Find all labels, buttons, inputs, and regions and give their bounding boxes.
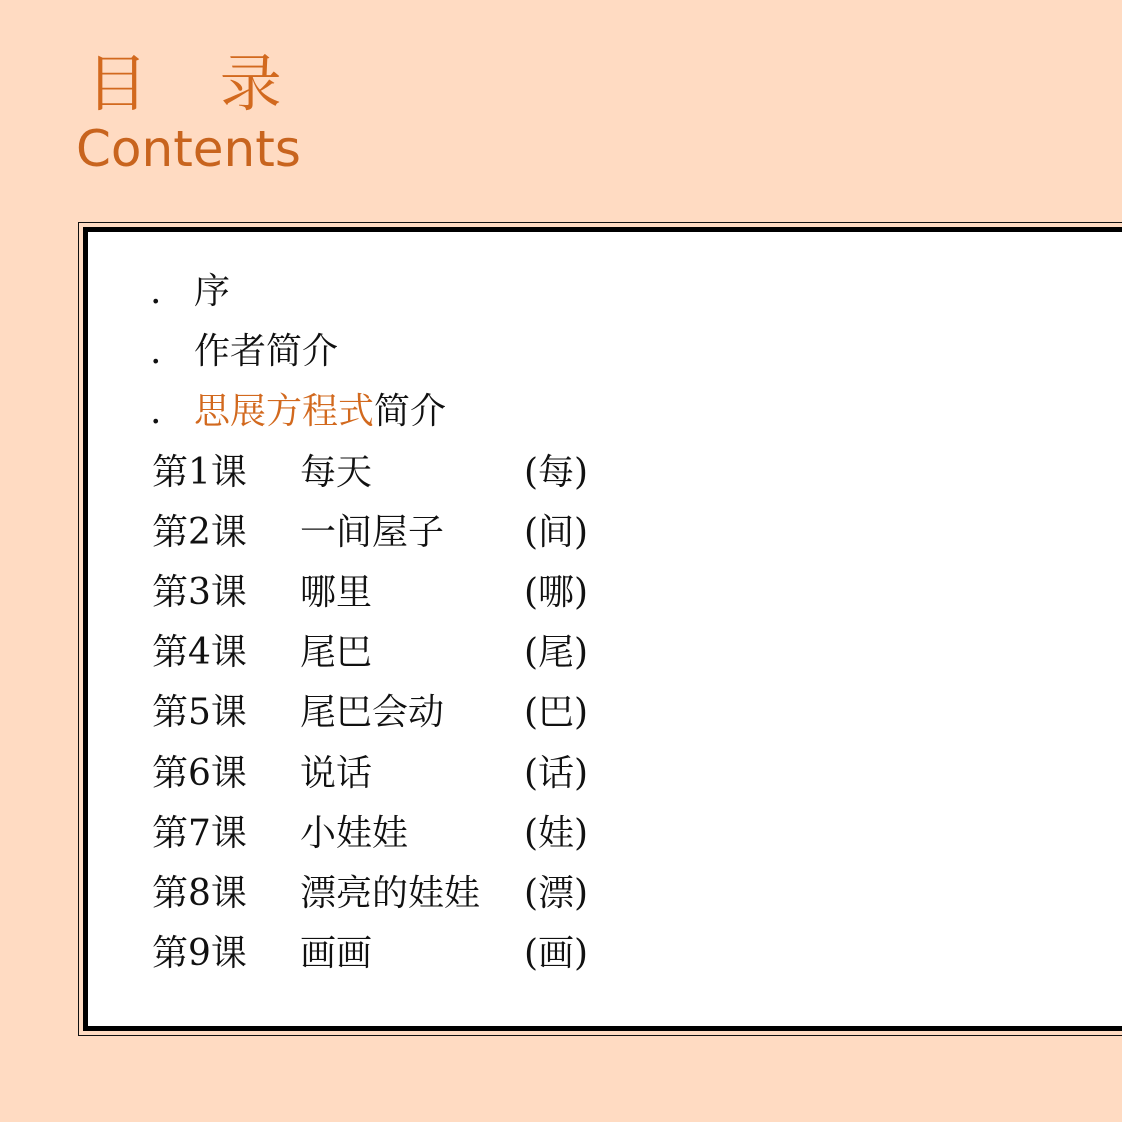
lesson-key-character: (娃) (524, 812, 589, 854)
lesson-key-character: (画) (524, 933, 589, 975)
lesson-row[interactable] (150, 744, 589, 804)
lesson-key-character: (间) (524, 511, 589, 553)
lesson-key-character: (话) (524, 752, 589, 794)
toc-item-label-highlight: 思展方程式 (194, 391, 375, 433)
lesson-title: 漂亮的娃娃 (300, 872, 481, 914)
lesson-row[interactable] (150, 804, 589, 864)
lesson-title: 说话 (300, 752, 373, 794)
page-title-english: Contents (76, 120, 301, 178)
toc-item-label: 简介 (374, 391, 447, 433)
lesson-title: 哪里 (300, 571, 373, 613)
lesson-key-character: (巴) (524, 692, 589, 734)
lesson-row[interactable] (150, 503, 589, 563)
lesson-title: 尾巴会动 (300, 692, 445, 734)
lesson-key-character: (漂) (524, 872, 589, 914)
lesson-key-character: (尾) (524, 632, 589, 674)
lesson-number: 第5课 (152, 692, 247, 734)
lesson-row[interactable] (150, 924, 589, 984)
toc-item-author-intro[interactable] (150, 322, 446, 382)
table-of-contents (150, 262, 589, 984)
lesson-title: 小娃娃 (300, 812, 409, 854)
toc-item-preface[interactable] (150, 262, 446, 322)
toc-item-label: 作者简介 (194, 331, 339, 373)
lesson-row[interactable] (150, 563, 589, 623)
bullet: . (150, 391, 162, 433)
lesson-number: 第9课 (152, 933, 247, 975)
lesson-number: 第1课 (152, 451, 247, 493)
toc-item-method-intro[interactable] (150, 382, 446, 442)
lesson-number: 第6课 (152, 752, 247, 794)
lesson-number: 第4课 (152, 632, 247, 674)
lesson-row[interactable] (150, 683, 589, 743)
lesson-number: 第3课 (152, 571, 247, 613)
lesson-number: 第2课 (152, 511, 247, 553)
lesson-number: 第7课 (152, 812, 247, 854)
lesson-title: 尾巴 (300, 632, 373, 674)
lesson-number: 第8课 (152, 872, 247, 914)
lesson-title: 画画 (300, 933, 373, 975)
lesson-title: 一间屋子 (300, 511, 445, 553)
lesson-row[interactable] (150, 864, 589, 924)
bullet: . (150, 271, 162, 312)
lesson-row[interactable] (150, 443, 589, 503)
bullet: . (150, 331, 162, 373)
lesson-key-character: (哪) (524, 571, 589, 613)
lesson-row[interactable] (150, 623, 589, 683)
page-title-chinese: 目 录 (86, 47, 308, 120)
lesson-title: 每天 (300, 451, 373, 493)
toc-item-label: 序 (194, 271, 231, 312)
lesson-key-character: (每) (524, 451, 589, 493)
